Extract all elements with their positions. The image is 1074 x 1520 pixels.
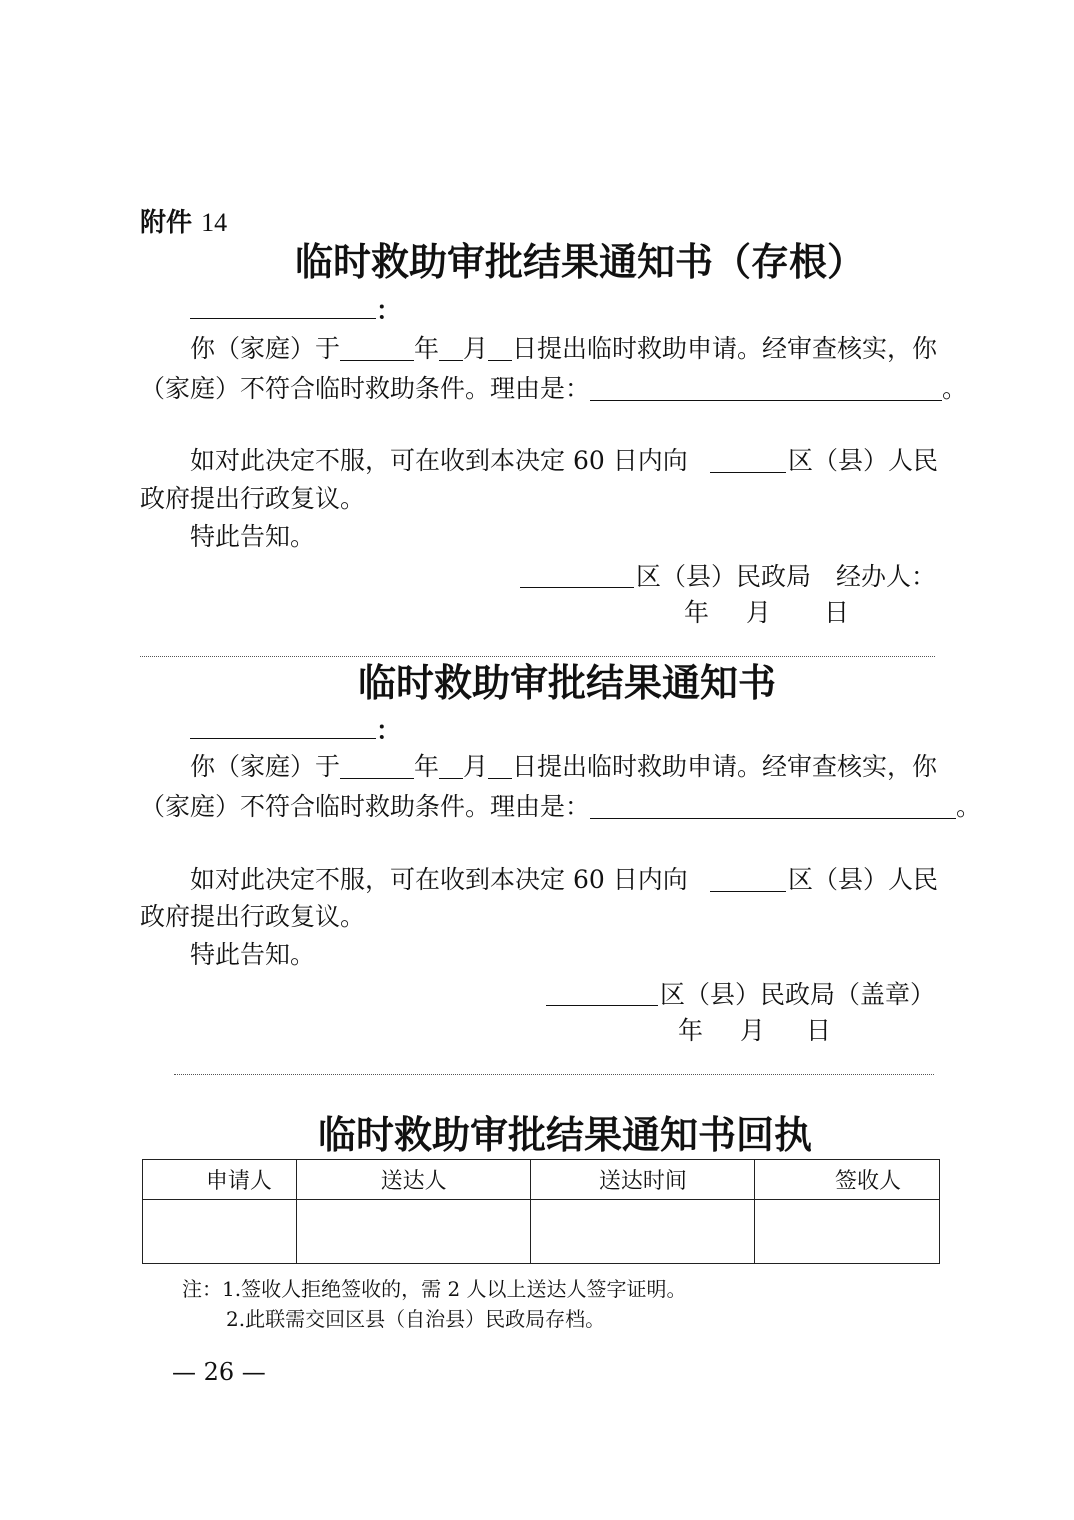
tear-line-2 [174,1074,934,1075]
stub-date-month: 月 [746,598,772,627]
page-number: — 26 — [172,1358,266,1386]
stub-bureau-blank [520,587,634,588]
receipt-header-signee: 签收人 [755,1160,940,1200]
stub-government-blank [710,472,786,473]
receipt-header-delivery-time: 送达时间 [531,1160,755,1200]
attachment-number: 14 [201,208,228,237]
stub-title: 临时救助审批结果通知书（存根） [295,240,866,284]
notice-line1-c: 月 [463,752,489,781]
stub-recipient-colon: ： [376,296,402,325]
receipt-header-applicant: 申请人 [143,1160,297,1200]
stub-reason-blank [590,376,942,401]
receipt-header-deliverer: 送达人 [296,1160,531,1200]
stub-paragraph-line2 [140,374,967,404]
notice-bureau-blank [546,1005,658,1006]
notice-recipient-blank [190,738,376,739]
notice-date-month: 月 [740,1016,766,1045]
stub-date-day: 日 [824,598,850,627]
notice-line1-a: 你（家庭）于 [190,752,341,781]
receipt-table [142,1159,940,1264]
receipt-note-2: 2.此联需交回区县（自治县）民政局存档。 [226,1307,606,1331]
notice-appeal-line2: 政府提出行政复议。 [140,902,366,931]
notice-paragraph-line1 [190,752,937,782]
stub-appeal-line2: 政府提出行政复议。 [140,484,366,513]
notice-recipient-colon: ： [376,716,402,745]
stub-appeal-a: 如对此决定不服，可在收到本决定 60 日内向 [190,446,688,475]
notice-date-day: 日 [806,1016,832,1045]
notice-line1-b: 年 [414,752,440,781]
stub-line1-c: 月 [463,334,489,363]
stub-day-blank [488,336,512,361]
stub-line1-a: 你（家庭）于 [190,334,341,363]
notice-line2-end: 。 [956,792,982,821]
stub-line1-b: 年 [414,334,440,363]
notice-signature: 区（县）民政局（盖章） [660,980,936,1009]
notice-appeal-a: 如对此决定不服，可在收到本决定 60 日内向 [190,865,688,894]
receipt-cell-delivery-time[interactable] [531,1200,755,1264]
notice-government-blank [710,891,786,892]
notice-line1-d: 日提出临时救助申请。经审查核实，你 [512,752,938,781]
stub-month-blank [439,336,463,361]
receipt-cell-deliverer[interactable] [296,1200,531,1264]
notice-day-blank [488,754,512,779]
receipt-title: 临时救助审批结果通知书回执 [318,1113,813,1157]
notice-notice: 特此告知。 [190,940,316,969]
tear-line-1 [140,656,935,657]
stub-line1-d: 日提出临时救助申请。经审查核实，你 [512,334,938,363]
stub-signature: 区（县）民政局 经办人： [636,562,937,591]
receipt-cell-signee[interactable] [755,1200,940,1264]
notice-date-year: 年 [678,1016,704,1045]
notice-paragraph-line2 [140,792,981,822]
notice-appeal-b: 区（县）人民 [788,865,939,894]
notice-title: 临时救助审批结果通知书 [358,661,777,705]
attachment-label-text: 附件 [140,208,193,238]
notice-reason-blank [590,794,956,819]
notice-month-blank [439,754,463,779]
receipt-header-row [143,1160,940,1200]
stub-paragraph-line1 [190,334,937,364]
stub-notice: 特此告知。 [190,522,316,551]
stub-line2-a: （家庭）不符合临时救助条件。理由是： [140,374,591,403]
stub-line2-end: 。 [942,374,968,403]
notice-line2-a: （家庭）不符合临时救助条件。理由是： [140,792,591,821]
receipt-cell-applicant[interactable] [143,1200,297,1264]
stub-date-year: 年 [684,598,710,627]
receipt-note-1: 注：1.签收人拒绝签收的，需 2 人以上送达人签字证明。 [182,1277,687,1301]
notice-year-blank [340,754,414,779]
stub-appeal-b: 区（县）人民 [788,446,939,475]
table-row [143,1200,940,1264]
notice-appeal-line1 [190,865,688,895]
attachment-label [140,202,227,239]
stub-recipient-blank [190,318,376,319]
stub-appeal-line1 [190,446,688,476]
stub-year-blank [340,336,414,361]
